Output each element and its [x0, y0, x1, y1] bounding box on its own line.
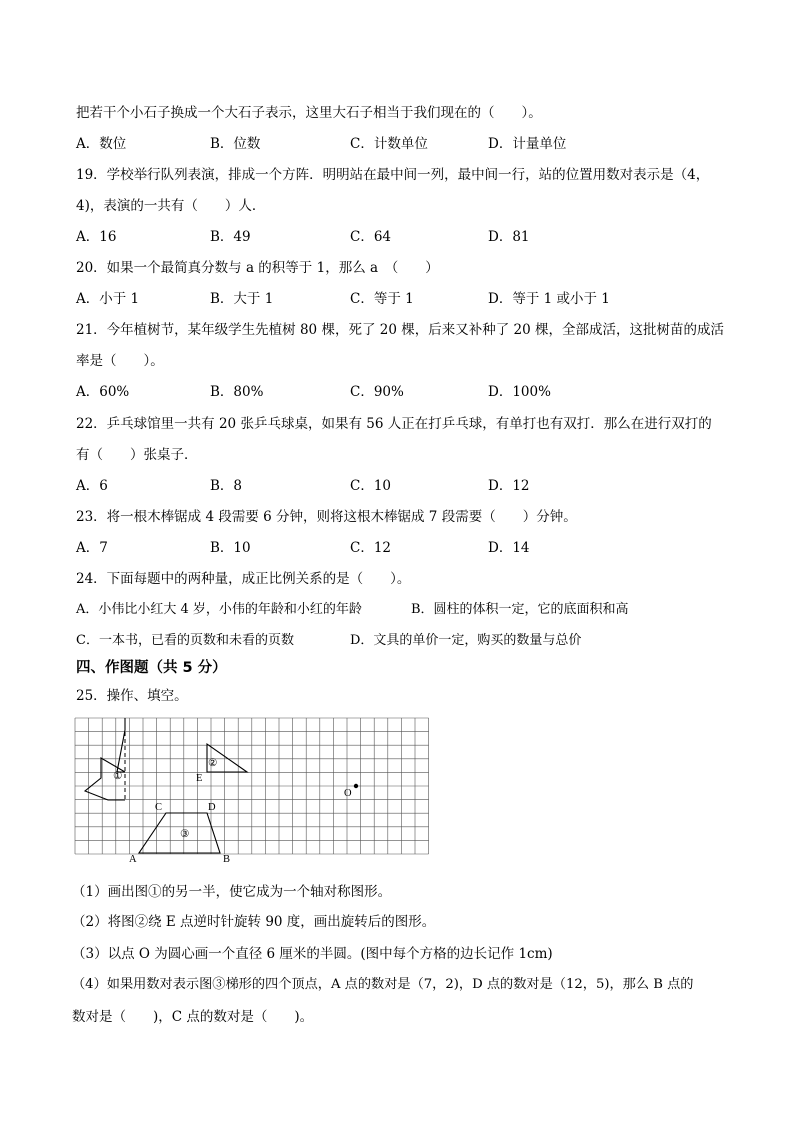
point-a-label: A	[129, 854, 137, 864]
option-a: A．小伟比小红大 4 岁，小伟的年龄和小红的年龄	[76, 602, 362, 617]
shape-1-label: ①	[113, 770, 123, 782]
option-c: C．一本书，已看的页数和未看的页数	[76, 633, 294, 648]
option-b: B．10	[210, 540, 251, 556]
point-e-label: E	[196, 773, 203, 784]
option-a: A．数位	[76, 136, 127, 152]
section-title: 四、作图题（共 5 分）	[76, 660, 227, 676]
question-21-stem: 21．今年植树节，某年级学生先植树 80 棵，死了 20 棵，后来又补种了 20 棵，全部成活，这批树苗的成活	[76, 322, 724, 338]
option-b: B．圆柱的体积一定，它的底面积和高	[411, 602, 629, 617]
option-d: D．文具的单价一定，购买的数量与总价	[350, 633, 582, 648]
point-o	[354, 784, 358, 788]
point-c-label: C	[155, 802, 163, 813]
point-d-label: D	[208, 802, 216, 813]
option-d: D．等于 1 或小于 1	[488, 291, 610, 307]
option-c: C．10	[350, 478, 392, 494]
option-d: D．81	[488, 229, 530, 245]
shape-3-label: ③	[180, 828, 190, 840]
question-22-stem-cont: 有（ ）张桌子．	[76, 447, 198, 463]
option-a: A．7	[76, 540, 108, 556]
option-c: C．计数单位	[350, 136, 428, 152]
option-a: A．小于 1	[76, 291, 140, 307]
shape-2-label: ②	[208, 757, 218, 769]
question-24-stem: 24．下面每题中的两种量，成正比例关系的是（ ）。	[76, 571, 411, 587]
point-b-label: B	[223, 854, 231, 864]
question-18-stem: 把若干个小石子换成一个大石子表示，这里大石子相当于我们现在的（ ）。	[76, 105, 542, 121]
option-c: C．等于 1	[350, 291, 414, 307]
option-a: A．60%	[76, 384, 130, 400]
question-23-stem: 23．将一根木棒锯成 4 段需要 6 分钟，则将这根木棒锯成 7 段需要（ ）分钟。	[76, 509, 577, 525]
option-d: D．14	[488, 540, 530, 556]
option-c: C．90%	[350, 384, 404, 400]
grid-lines	[75, 718, 429, 854]
option-b: B．49	[210, 229, 251, 245]
option-c: C．12	[350, 540, 392, 556]
question-19-stem: 19．学校举行队列表演，排成一个方阵．明明站在最中间一列，最中间一行，站的位置用数对表示是（4，	[76, 167, 710, 183]
option-a: A．6	[76, 478, 108, 494]
option-b: B．80%	[210, 384, 264, 400]
question-19-stem-cont: 4)，表演的一共有（ ）人．	[76, 198, 266, 214]
option-a: A．16	[76, 229, 117, 245]
question-20-stem: 20．如果一个最简真分数与 a 的积等于 1，那么 a （ ）	[76, 260, 439, 276]
point-o-label: O	[344, 788, 352, 799]
option-d: D．计量单位	[488, 136, 567, 152]
question-25-part-4-cont: 数对是（ )，C 点的数对是（ )。	[72, 1009, 314, 1025]
option-d: D．100%	[488, 384, 551, 400]
question-21-stem-cont: 率是（ ）。	[76, 353, 164, 369]
option-d: D．12	[488, 478, 530, 494]
question-22-stem: 22．乒乓球馆里一共有 20 张乒乓球桌，如果有 56 人正在打乒乓球，有单打也有双打．那么在进行双打的	[76, 416, 712, 432]
question-25-part-4: （4）如果用数对表示图③梯形的四个顶点，A 点的数对是（7，2)，D 点的数对是（12，5)，那么 B 点的	[72, 977, 694, 992]
question-25-stem: 25．操作、填空。	[76, 688, 188, 704]
option-c: C．64	[350, 229, 392, 245]
option-b: B．大于 1	[210, 291, 274, 307]
option-b: B．位数	[210, 136, 261, 152]
question-25-part-2: （2）将图②绕 E 点逆时针旋转 90 度，画出旋转后的图形。	[72, 914, 436, 930]
question-25-part-3: （3）以点 O 为圆心画一个直径 6 厘米的半圆。(图中每个方格的边长记作 1cm)	[72, 946, 553, 962]
question-25-part-1: （1）画出图①的另一半，使它成为一个轴对称图形。	[72, 884, 392, 900]
option-b: B．8	[210, 478, 243, 494]
grid-figure	[72, 716, 434, 864]
